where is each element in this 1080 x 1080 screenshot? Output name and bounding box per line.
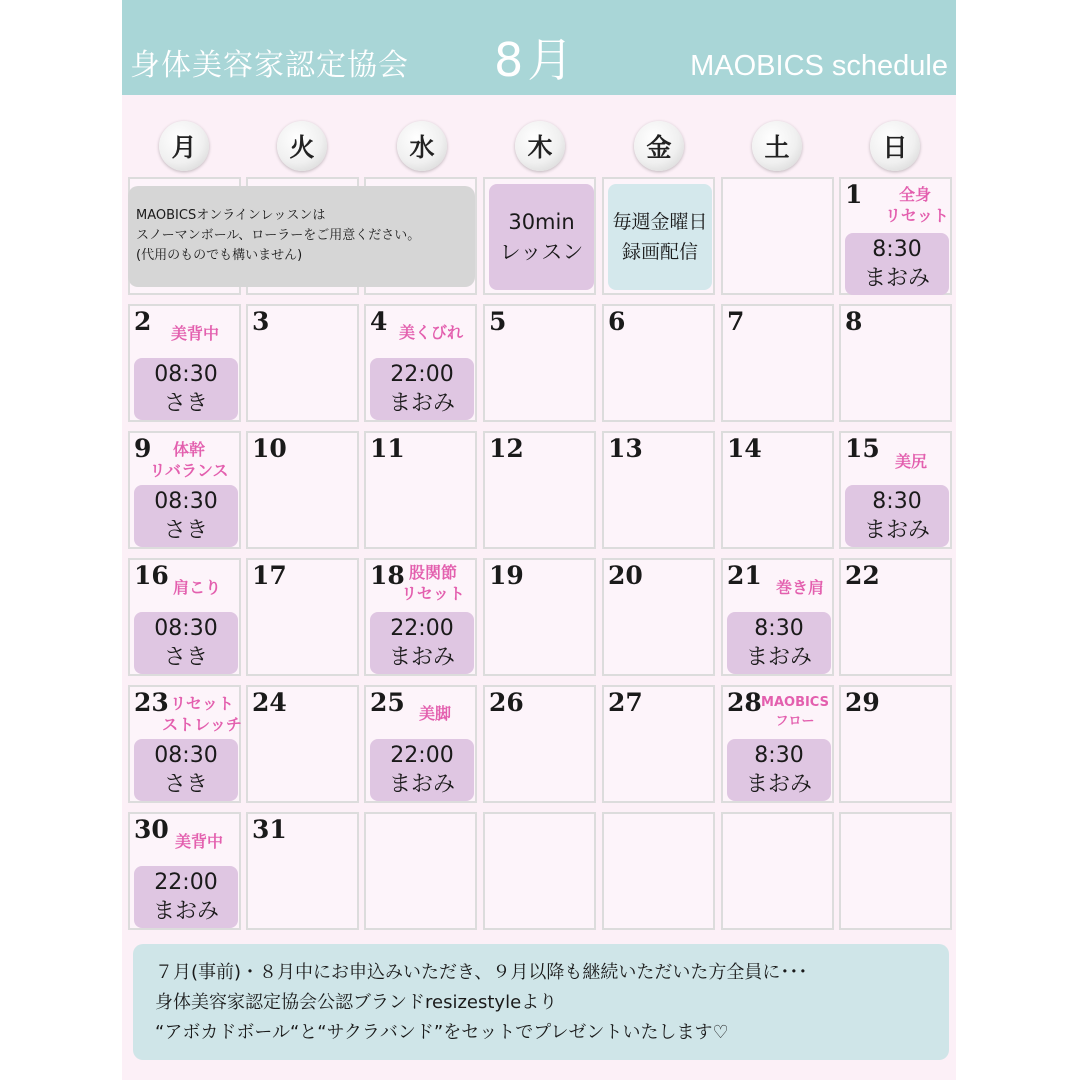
calendar-cell (839, 558, 952, 676)
lesson-category-line: リセット (170, 694, 234, 713)
lesson-instructor: まおみ (745, 772, 812, 797)
date-number: 2 (134, 307, 152, 336)
weekday-label: 日 (870, 121, 920, 171)
date-number: 9 (134, 434, 152, 463)
date-number: 5 (489, 307, 507, 336)
calendar-cell (128, 685, 241, 803)
schedule-poster (122, 0, 956, 1080)
lesson-category-line: 体幹 (172, 440, 205, 459)
calendar-cell (128, 431, 241, 549)
lesson-time: 22:00 (154, 870, 218, 895)
date-number: 19 (489, 561, 524, 590)
date-number: 1 (845, 180, 863, 209)
lesson-slot (370, 739, 474, 801)
lesson-category-line: 美背中 (174, 832, 223, 851)
date-number: 6 (608, 307, 626, 336)
lesson-category (390, 562, 476, 604)
calendar-cell (602, 685, 715, 803)
lesson-category-line: フロー (775, 714, 815, 729)
footer-line: “アボカドボール“と“サクラバンド”をセットでプレゼントいたします♡ (155, 1022, 729, 1043)
calendar-cell (839, 177, 952, 295)
lesson-length-box (489, 184, 594, 290)
lesson-category-line: 美くびれ (398, 323, 463, 342)
lesson-category (144, 439, 234, 481)
date-number: 8 (845, 307, 863, 336)
date-number: 20 (608, 561, 643, 590)
calendar-cell (721, 558, 834, 676)
calendar-cell (364, 304, 477, 422)
date-number: 10 (252, 434, 287, 463)
lesson-length-line: レッスン (499, 240, 584, 264)
lesson-time: 8:30 (872, 489, 922, 514)
date-number: 29 (845, 688, 880, 717)
date-number: 13 (608, 434, 643, 463)
lesson-slot (845, 233, 949, 295)
lesson-category-line: 股関節 (408, 563, 457, 582)
date-number: 15 (845, 434, 880, 463)
calendar-cell (128, 304, 241, 422)
date-number: 21 (727, 561, 762, 590)
calendar-cell (483, 431, 596, 549)
calendar-cell-blank (364, 812, 477, 930)
lesson-time: 08:30 (154, 743, 218, 768)
date-number: 17 (252, 561, 287, 590)
calendar-cell (483, 685, 596, 803)
lesson-category (160, 323, 230, 344)
weekday-label: 水 (397, 121, 447, 171)
lesson-time: 8:30 (754, 743, 804, 768)
lesson-instructor: まおみ (388, 391, 455, 416)
lesson-category-line: 肩こり (172, 578, 221, 597)
lesson-category-line: リセット (401, 584, 465, 603)
lesson-category-line: MAOBICS (761, 695, 829, 710)
date-number: 23 (134, 688, 169, 717)
date-number: 16 (134, 561, 169, 590)
lesson-slot (134, 866, 238, 928)
lesson-info-notice (128, 186, 475, 287)
calendar-cell-blank (602, 812, 715, 930)
date-number: 31 (252, 815, 287, 844)
lesson-instructor: さき (163, 391, 208, 416)
weekday-label: 金 (634, 121, 684, 171)
lesson-info-line: (代用のものでも構いません) (136, 248, 303, 263)
lesson-category (755, 693, 835, 731)
weekday-label: 土 (752, 121, 802, 171)
calendar-cell (364, 685, 477, 803)
lesson-category-line: 巻き肩 (775, 578, 824, 597)
lesson-slot (727, 612, 831, 674)
lesson-category-line: 美脚 (418, 704, 451, 723)
lesson-slot (370, 612, 474, 674)
lesson-category-line: 美背中 (170, 324, 219, 343)
lesson-category (158, 693, 246, 735)
lesson-category-line: 全身 (898, 185, 931, 204)
lesson-instructor: まおみ (152, 899, 219, 924)
lesson-time: 8:30 (872, 237, 922, 262)
lesson-category (881, 451, 941, 472)
lesson-category (765, 577, 835, 598)
lesson-time: 8:30 (754, 616, 804, 641)
lesson-slot (134, 612, 238, 674)
lesson-category-line: 美尻 (894, 452, 927, 471)
lesson-instructor: まおみ (388, 772, 455, 797)
recording-box (608, 184, 712, 290)
date-number: 4 (370, 307, 388, 336)
lesson-time: 08:30 (154, 362, 218, 387)
lesson-instructor: まおみ (388, 645, 455, 670)
lesson-instructor: まおみ (745, 645, 812, 670)
date-number: 26 (489, 688, 524, 717)
calendar-cell (246, 431, 359, 549)
organization-name: 身体美容家認定協会 (130, 48, 409, 83)
header-bar (122, 0, 956, 95)
calendar-cell (839, 431, 952, 549)
schedule-title: MAOBICS schedule (690, 50, 948, 82)
date-number: 11 (370, 434, 405, 463)
weekday-label: 火 (277, 121, 327, 171)
calendar-cell (602, 431, 715, 549)
lesson-slot (727, 739, 831, 801)
calendar-cell (246, 812, 359, 930)
lesson-category (164, 831, 234, 852)
date-number: 28 (727, 688, 762, 717)
calendar-cell (246, 685, 359, 803)
calendar-cell (128, 558, 241, 676)
calendar-cell (246, 304, 359, 422)
calendar-cell-blank (721, 177, 834, 295)
calendar-cell (602, 304, 715, 422)
calendar-cell-blank (721, 812, 834, 930)
month-title: 8月 (494, 33, 578, 87)
calendar-cell (602, 558, 715, 676)
calendar-cell (364, 558, 477, 676)
date-number: 24 (252, 688, 287, 717)
calendar-cell (721, 685, 834, 803)
lesson-category (885, 184, 949, 226)
lesson-instructor: さき (163, 772, 208, 797)
lesson-time: 22:00 (390, 743, 454, 768)
lesson-time: 22:00 (390, 616, 454, 641)
calendar-cell (364, 431, 477, 549)
recording-line: 毎週金曜日 (612, 211, 708, 233)
calendar-cell-blank (483, 812, 596, 930)
date-number: 22 (845, 561, 880, 590)
date-number: 12 (489, 434, 524, 463)
calendar-cell (128, 812, 241, 930)
footer-line: ７月(事前)・８月中にお申込みいただき、９月以降も継続いただいた方全員に･･･ (155, 962, 808, 983)
lesson-length-line: 30min (508, 210, 575, 234)
calendar-cell (839, 685, 952, 803)
lesson-instructor: さき (163, 645, 208, 670)
calendar-cell (721, 304, 834, 422)
lesson-slot (134, 485, 238, 547)
campaign-footer (133, 944, 949, 1060)
lesson-category (388, 322, 474, 343)
calendar-cell-blank (839, 812, 952, 930)
date-number: 14 (727, 434, 762, 463)
recording-line: 録画配信 (621, 241, 698, 263)
calendar-cell (721, 431, 834, 549)
date-number: 25 (370, 688, 405, 717)
lesson-instructor: さき (163, 518, 208, 543)
lesson-info-line: スノーマンボール、ローラーをご用意ください。 (136, 228, 421, 243)
footer-line: 身体美容家認定協会公認ブランドresizestyleより (155, 992, 558, 1013)
lesson-category (162, 577, 232, 598)
lesson-slot (845, 485, 949, 547)
lesson-category (400, 703, 470, 724)
lesson-time: 08:30 (154, 616, 218, 641)
lesson-category-line: リセット (885, 206, 949, 225)
lesson-time: 08:30 (154, 489, 218, 514)
lesson-instructor: まおみ (863, 518, 930, 543)
date-number: 27 (608, 688, 643, 717)
lesson-time: 22:00 (390, 362, 454, 387)
calendar-cell (246, 558, 359, 676)
lesson-category-line: ストレッチ (162, 715, 242, 734)
calendar-cell (483, 304, 596, 422)
lesson-info-line: MAOBICSオンラインレッスンは (136, 208, 326, 223)
date-number: 30 (134, 815, 169, 844)
lesson-slot (134, 739, 238, 801)
lesson-category-line: リバランス (149, 461, 229, 480)
weekday-label: 木 (515, 121, 565, 171)
lesson-slot (134, 358, 238, 420)
date-number: 7 (727, 307, 745, 336)
lesson-slot (370, 358, 474, 420)
date-number: 3 (252, 307, 270, 336)
weekday-label: 月 (159, 121, 209, 171)
date-number: 18 (370, 561, 405, 590)
lesson-instructor: まおみ (863, 266, 930, 291)
calendar-cell (483, 558, 596, 676)
calendar-cell (839, 304, 952, 422)
